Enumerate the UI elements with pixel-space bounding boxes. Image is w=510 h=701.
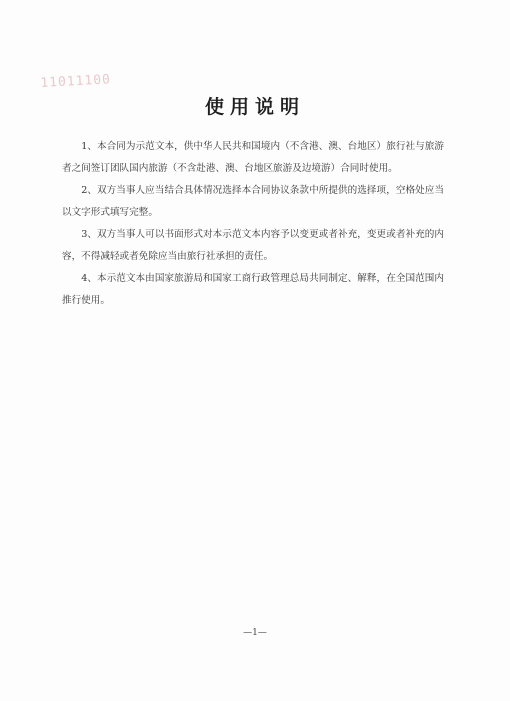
instruction-paragraph-2: 2、双方当事人应当结合具体情况选择本合同协议条款中所提供的选择项，空格处应当以文字形式填写完整。 — [62, 185, 444, 218]
instructions-body — [62, 136, 444, 312]
instruction-paragraph-3: 3、双方当事人可以书面形式对本示范文本内容予以变更或者补充，变更或者补充的内容，不得减轻或者免除应当由旅行社承担的责任。 — [62, 229, 444, 262]
page-number: —1— — [243, 628, 267, 638]
page-title: 使用说明 — [204, 96, 305, 118]
serial-number-stamp: 11011100 — [40, 72, 112, 91]
instruction-paragraph-1: 1、本合同为示范文本，供中华人民共和国境内（不含港、澳、台地区）旅行社与旅游者之间签订团队国内旅游（不含赴港、澳、台地区旅游及边境游）合同时使用。 — [62, 141, 444, 174]
instruction-paragraph-4: 4、本示范文本由国家旅游局和国家工商行政管理总局共同制定、解释，在全国范围内推行使用。 — [62, 273, 444, 306]
